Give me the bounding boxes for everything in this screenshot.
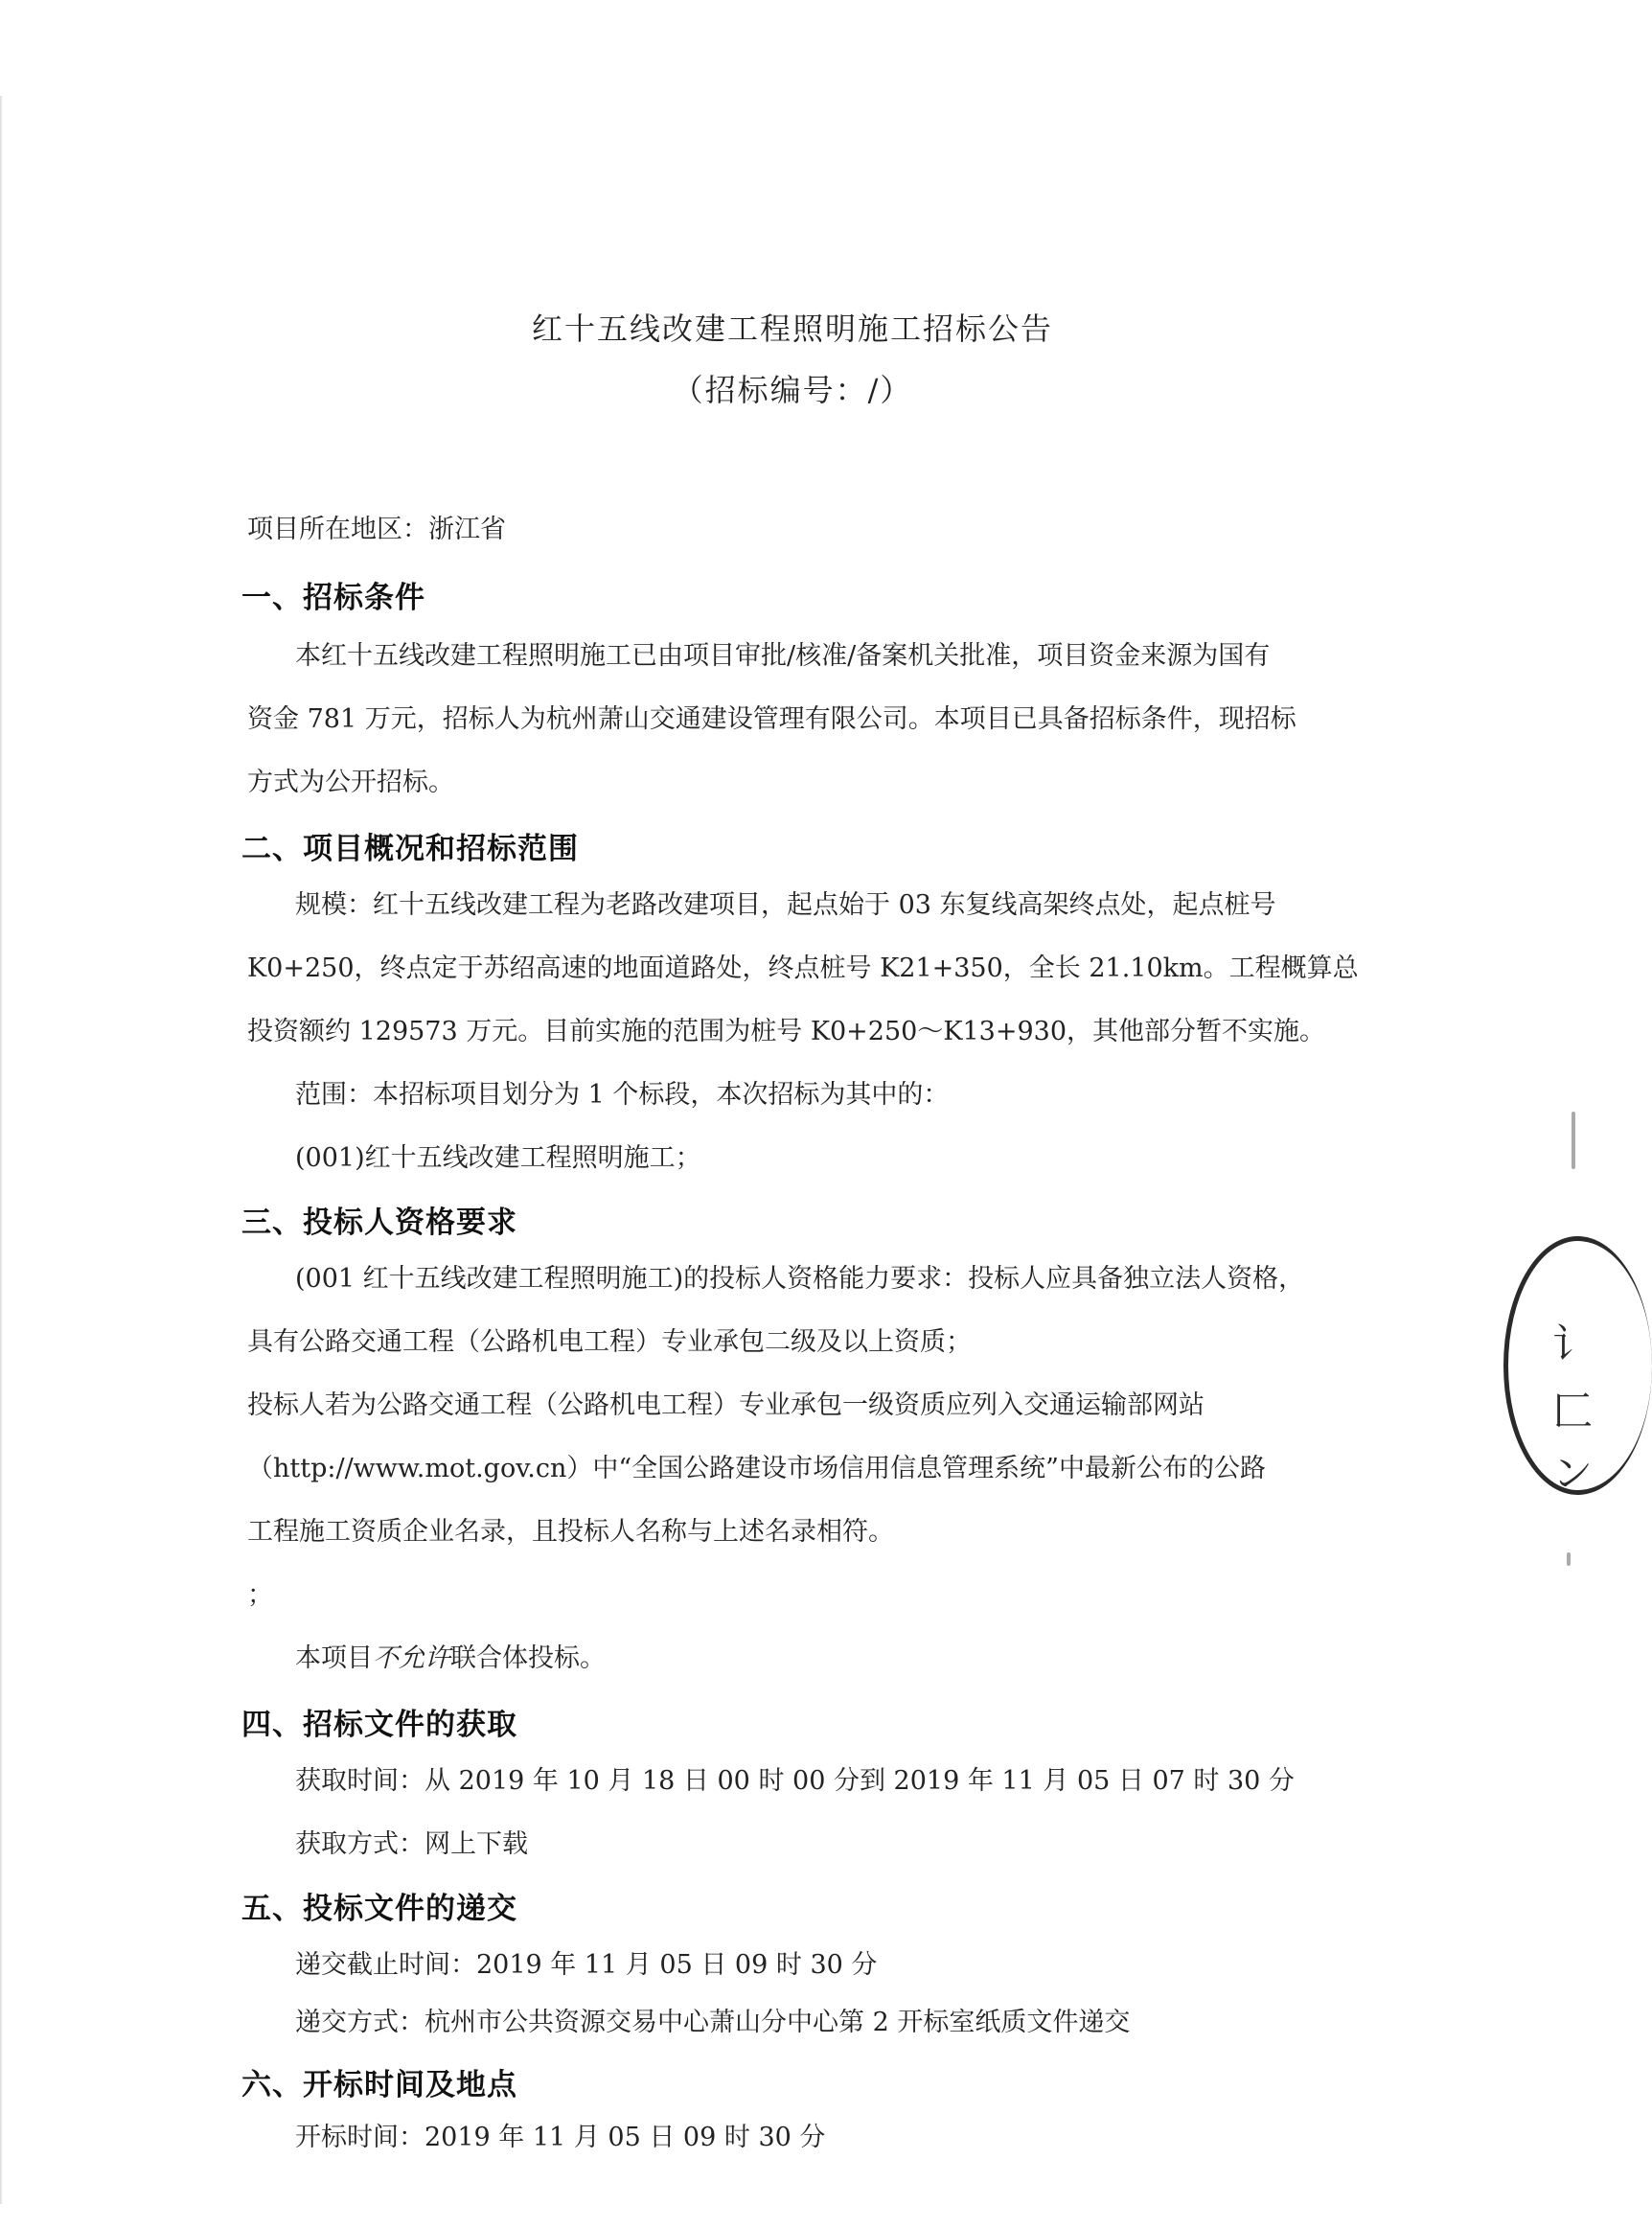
bid-number: （招标编号：/） [672,372,913,408]
section-1-text: 资金 781 万元，招标人为杭州萧山交通建设管理有限公司。本项目已具备招标条件，现招标 [247,704,1296,734]
consortium-note-a: 本项目 [295,1643,373,1673]
section-4-time: 获取时间：从 2019 年 10 月 18 日 00 时 00 分到 2019 年 11 月 05 日 07 时 30 分 [295,1766,1295,1796]
section-2-heading: 二、项目概况和招标范围 [241,832,579,866]
section-2-lot: (001)红十五线改建工程照明施工； [295,1143,701,1173]
section-3-text: 工程施工资质企业名录，且投标人名称与上述名录相符。 [247,1517,894,1547]
document-title: 红十五线改建工程照明施工招标公告 [531,310,1053,347]
scan-mark [1572,1112,1575,1169]
section-2-text: K0+250，终点定于苏绍高速的地面道路处，终点桩号 K21+350，全长 21.10km。工程概算总 [247,953,1359,983]
section-3-text: ； [247,1580,273,1610]
section-1-text: 本红十五线改建工程照明施工已由项目审批/核准/备案机关批准，项目资金来源为国有 [295,641,1271,671]
section-6-time: 开标时间：2019 年 11 月 05 日 09 时 30 分 [295,2123,826,2152]
section-2-text: 规模：红十五线改建工程为老路改建项目，起点始于 03 东复线高架终点处，起点桩号 [295,890,1276,920]
section-1-text: 方式为公开招标。 [247,768,454,797]
scan-mark [1567,1552,1571,1566]
section-4-heading: 四、招标文件的获取 [241,1708,517,1742]
section-3-text: （http://www.mot.gov.cn）中“全国公路建设市场信用信息管理系统”中最新公布的公路 [247,1454,1266,1483]
consortium-note [295,1642,1397,1675]
seal-char: 匚 [1552,1388,1594,1435]
consortium-note-b: 不允许 [373,1643,450,1673]
section-2-text: 投资额约 129573 万元。目前实施的范围为桩号 K0+250～K13+930，其他部分暂不实施。 [247,1017,1326,1046]
section-3-text: (001 红十五线改建工程照明施工)的投标人资格能力要求：投标人应具备独立法人资格， [295,1264,1305,1294]
section-3-text: 投标人若为公路交通工程（公路机电工程）专业承包一级资质应列入交通运输部网站 [247,1390,1205,1420]
section-4-method: 获取方式：网上下载 [295,1829,528,1859]
seal-char: ン [1552,1450,1594,1497]
project-location: 项目所在地区：浙江省 [247,515,506,544]
consortium-note-c: 联合体投标。 [450,1643,606,1673]
section-6-heading: 六、开标时间及地点 [241,2068,517,2102]
section-1-heading: 一、招标条件 [241,581,425,615]
seal-char: 讠 [1552,1321,1594,1367]
section-2-scope: 范围：本招标项目划分为 1 个标段，本次招标为其中的： [295,1080,950,1110]
section-5-heading: 五、投标文件的递交 [241,1892,517,1926]
scan-edge [0,96,3,2204]
section-5-deadline: 递交截止时间：2019 年 11 月 05 日 09 时 30 分 [295,1950,878,1980]
section-3-heading: 三、投标人资格要求 [241,1206,517,1240]
section-5-method: 递交方式：杭州市公共资源交易中心萧山分中心第 2 开标室纸质文件递交 [295,2008,1131,2037]
section-3-text: 具有公路交通工程（公路机电工程）专业承包二级及以上资质； [247,1327,972,1357]
